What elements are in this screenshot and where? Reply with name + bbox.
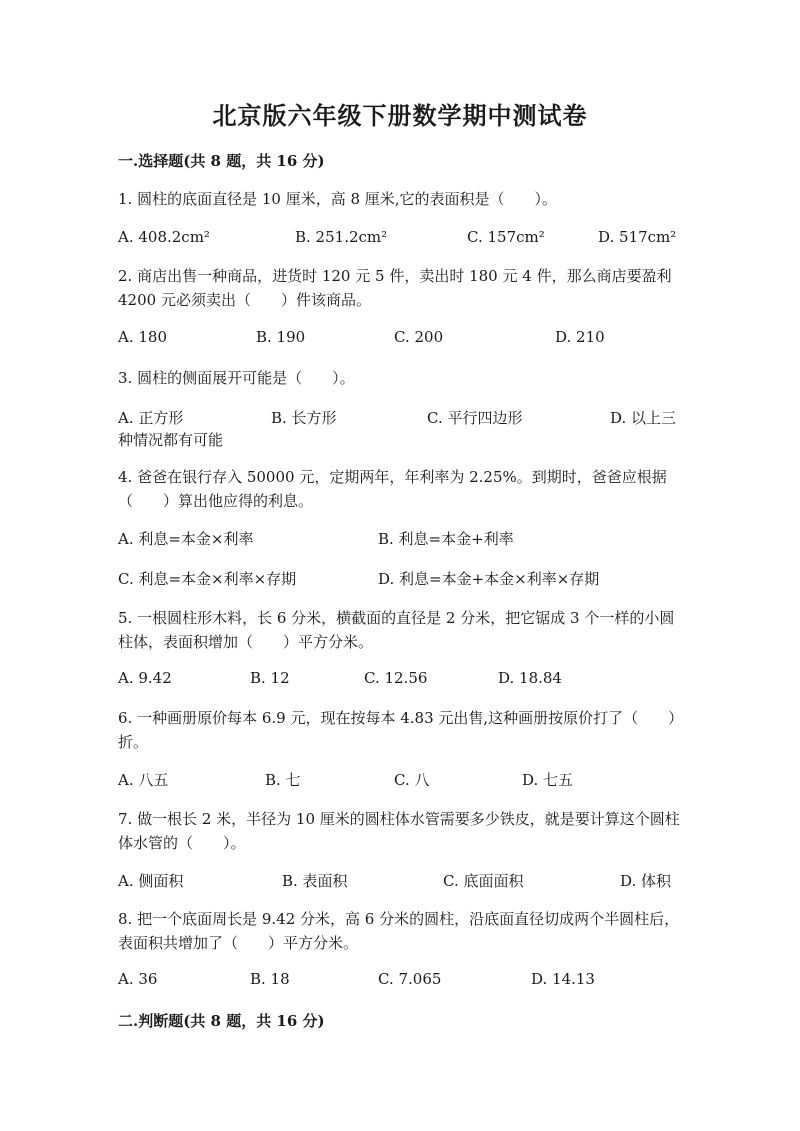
option-8-c: C. 7.065 bbox=[378, 970, 442, 988]
option-1-d: D. 517cm² bbox=[598, 228, 677, 246]
question-3: 3. 圆柱的侧面展开可能是（ ）。 bbox=[118, 369, 355, 387]
option-8-b: B. 18 bbox=[250, 970, 290, 988]
page-title: 北京版六年级下册数学期中测试卷 bbox=[212, 101, 588, 130]
option-7-a: A. 侧面积 bbox=[118, 872, 184, 890]
option-4-b: B. 利息=本金+利率 bbox=[378, 530, 514, 548]
option-6-b: B. 七 bbox=[265, 771, 301, 789]
option-7-b: B. 表面积 bbox=[282, 872, 348, 890]
option-1-a: A. 408.2cm² bbox=[118, 228, 210, 246]
option-7-d: D. 体积 bbox=[620, 872, 672, 890]
option-6-c: C. 八 bbox=[394, 771, 430, 789]
option-6-d: D. 七五 bbox=[522, 771, 574, 789]
question-4: 4. 爸爸在银行存入 50000 元，定期两年，年利率为 2.25%。到期时，爸爸应根据（ ）算出他应得的利息。 bbox=[118, 468, 667, 510]
question-8: 8. 把一个底面周长是 9.42 分米，高 6 分米的圆柱，沿底面直径切成两个半圆柱后，表面积共增加了（ ）平方分米。 bbox=[118, 910, 680, 952]
option-8-d: D. 14.13 bbox=[531, 970, 595, 988]
option-2-a: A. 180 bbox=[118, 328, 167, 346]
option-1-b: B. 251.2cm² bbox=[295, 228, 388, 246]
option-4-a: A. 利息=本金×利率 bbox=[118, 530, 254, 548]
question-6: 6. 一种画册原价每本 6.9 元，现在按每本 4.83 元出售,这种画册按原价打了（ ）折。 bbox=[118, 709, 676, 751]
question-5: 5. 一根圆柱形木料，长 6 分米，横截面的直径是 2 分米，把它锯成 3 个一样的小圆柱体，表面积增加（ ）平方分米。 bbox=[118, 609, 675, 651]
question-1: 1. 圆柱的底面直径是 10 厘米，高 8 厘米,它的表面积是（ ）。 bbox=[118, 190, 558, 208]
option-5-b: B. 12 bbox=[250, 669, 290, 687]
section-heading-judgement: 二.判断题(共 8 题，共 16 分) bbox=[118, 1012, 325, 1030]
option-4-c: C. 利息=本金×利率×存期 bbox=[118, 570, 297, 588]
option-3-d: D. 以上三 bbox=[610, 409, 677, 427]
option-8-a: A. 36 bbox=[118, 970, 158, 988]
option-6-a: A. 八五 bbox=[118, 771, 169, 789]
option-5-d: D. 18.84 bbox=[498, 669, 562, 687]
option-2-b: B. 190 bbox=[256, 328, 306, 346]
option-2-c: C. 200 bbox=[394, 328, 444, 346]
question-2: 2. 商店出售一种商品，进货时 120 元 5 件，卖出时 180 元 4 件，那么商店要盈利 4200 元必须卖出（ ）件该商品。 bbox=[118, 267, 672, 309]
section-heading-choice: 一.选择题(共 8 题，共 16 分) bbox=[118, 152, 325, 170]
option-3-c: C. 平行四边形 bbox=[427, 409, 523, 427]
option-4-d: D. 利息=本金+本金×利率×存期 bbox=[378, 570, 600, 588]
option-3-d-continued: 种情况都有可能 bbox=[118, 431, 224, 449]
option-2-d: D. 210 bbox=[555, 328, 605, 346]
option-7-c: C. 底面面积 bbox=[443, 872, 524, 890]
option-3-a: A. 正方形 bbox=[118, 409, 184, 427]
option-5-c: C. 12.56 bbox=[364, 669, 428, 687]
question-7: 7. 做一根长 2 米，半径为 10 厘米的圆柱体水管需要多少铁皮，就是要计算这个圆柱体水管的（ ）。 bbox=[118, 810, 680, 852]
option-1-c: C. 157cm² bbox=[467, 228, 545, 246]
option-5-a: A. 9.42 bbox=[118, 669, 172, 687]
option-3-b: B. 长方形 bbox=[271, 409, 337, 427]
